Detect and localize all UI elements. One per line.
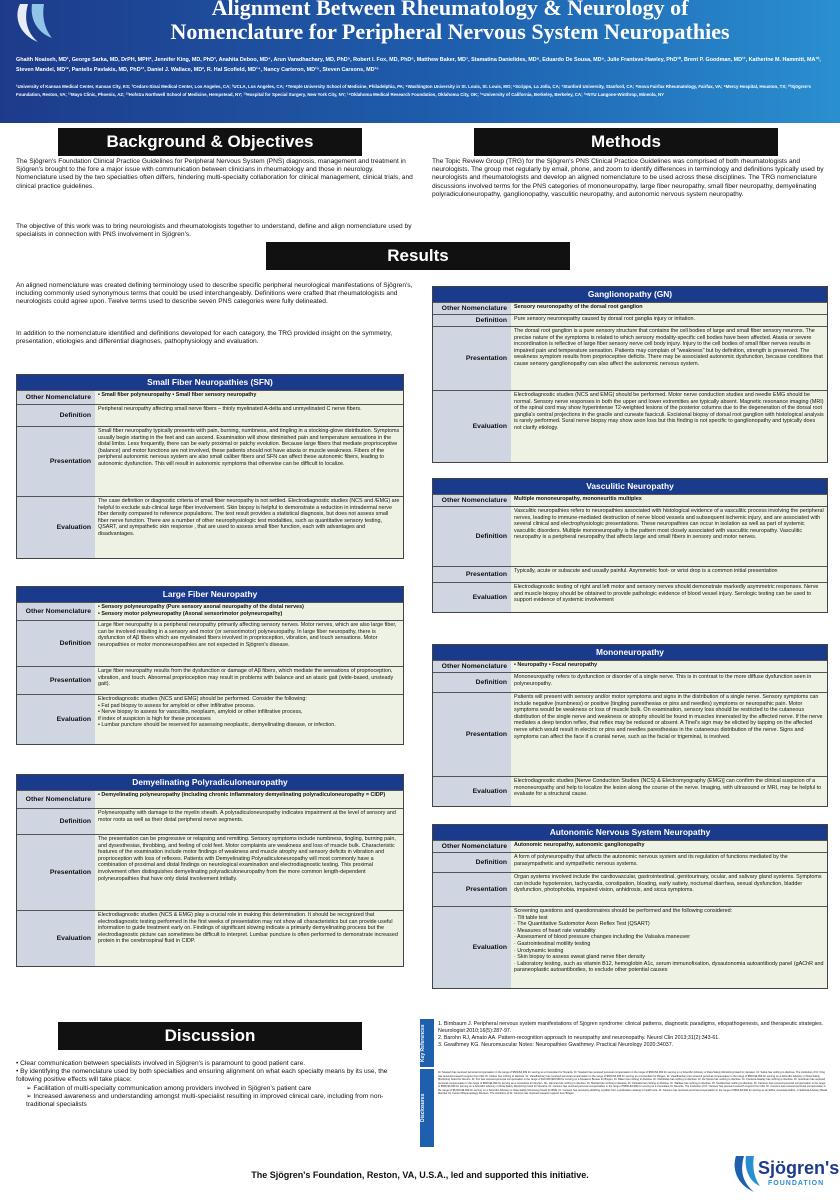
methods-paragraph: The Topic Review Group (TRG) for the Sjögren's PNS Clinical Practice Guidelines was comprised of both rheumatologists and neurologists. The group met regularly by email, phone, and zoom to identify differences in terminology and definitions typically used by neurologists and rheumatologists and develop an aligned nomenclature to be used across these disciplines. The TRG nomenclature discussions involved terms for the PNS categories of mononeuropathy, large fiber neuropathy, small fiber neuropathy, demyelinating polyradiculoneuropathy, ganglionopathy, vasculitic neuropathy, and autonomic nervous system neuropathy. <box>432 158 824 198</box>
gn-other: Sensory neuronopathy of the dorsal root ganglion <box>511 303 827 314</box>
mn-table-title: Mononeuropathy <box>433 645 827 660</box>
lfn-other-1: • Sensory polyneuropathy (Pure sensory axonal neuropathy of the distal nerves) <box>98 604 304 610</box>
results-paragraph-2: In addition to the nomenclature identified and definitions developed for each category, the TRG provided insight on the symmetry, presentation, etiologies and differential diagnoses, pathophysiology and evaluation. <box>16 330 393 346</box>
row-label-presentation: Presentation <box>17 835 95 910</box>
dpn-other: • Demyelinating polyneuropathy (including chronic inflammatory demyelinating polyradiculoneuropathy = CIDP) <box>95 791 403 808</box>
methods-heading: Methods <box>474 128 778 156</box>
dpn-table <box>16 774 404 967</box>
mn-definition: Mononeuropathy refers to dysfunction or disorder of a single nerve. This is in contrast to the more diffuse dysfunction seen in polyneuropathy. <box>511 673 827 692</box>
discussion-subbullet-1: ➢ Facilitation of multi-specialty communication among providers involved in Sjögren's patient care <box>26 1084 312 1092</box>
ans-other: Autonomic neuropathy, autonomic ganglionopathy <box>511 841 827 852</box>
row-label-other: Other Nomenclature <box>17 603 95 620</box>
mn-table <box>432 644 828 807</box>
background-paragraph-2: The objective of this work was to bring neurologists and rheumatologists together to understand, define and align nomenclature used by specialists in connection with PNS involvement in Sjögren's. <box>16 223 412 239</box>
row-label-presentation: Presentation <box>433 873 511 906</box>
sfn-table-title: Small Fiber Neuropathies (SFN) <box>17 375 403 390</box>
mn-evaluation: Electrodiagnostic studies [Nerve Conduction Studies (NCS) & Electromyography (EMG)] can confirm the clinical suspicion of a mononeuropathy and help to localize the lesion along the course of the nerve. Imaging, with ultrasound or MRI, may be helpful to evaluate for a structural cause. <box>511 777 827 806</box>
row-label-presentation: Presentation <box>433 567 511 582</box>
results-paragraph-1: An aligned nomenclature was created defining terminology used to describe specific peripheral neurological manifestations of Sjögren's, including commonly used synonymous terms that could be used interchangeably. Definitions were crafted that rheumatologists and neurologists could agree upon. Twelve terms used to describe seven PNS categories were fully delineated. <box>16 282 413 306</box>
row-label-other: Other Nomenclature <box>17 791 95 808</box>
brand-name: Sjögren's <box>758 1158 840 1178</box>
ans-eval-item: · The Quantitative Sudomotor Axon Reflex Test (QSART) <box>514 921 650 928</box>
ans-eval-item: · Gastrointestinal motility testing <box>514 940 591 947</box>
discussion-bullet-1: • Clear communication between specialists involved in Sjögren's is paramount to good patient care. <box>16 1060 306 1067</box>
background-heading: Background & Objectives <box>58 128 362 156</box>
discussion-subbullet-2: ➢ Increased awareness and understanding amongst multi-specialist resulting in improved clinical care, including from non-traditional specialists <box>26 1092 384 1109</box>
ans-definition: A form of polyneuropathy that affects the autonomic nervous system and its regulation of functions mediated by the parasympathetic and sympathetic nervous systems. <box>511 853 827 872</box>
gn-table-title: Ganglionopathy (GN) <box>433 287 827 302</box>
row-label-evaluation: Evaluation <box>17 695 95 744</box>
sfn-presentation: Small fiber neuropathy typically presents with pain, burning, numbness, and tingling in a stocking-glove distribution. Symptoms usually begin starting in the feet and can ascend. Examination will show diminished pain and temperature sensations in the distal limbs. Less frequently, there can be early proximal or patchy evolution. Because large fibers that mediate proprioceptive (balance) and motor functions are not involved, these patients should not have ataxia or muscle weakness. Fibers of the peripheral autonomic nervous system are also small caliber fibers and SFN can affect these autonomic fibers, leading to autonomic dysfunction. This will result in autonomic symptoms that otherwise can be difficult to localize. <box>95 427 403 496</box>
lfn-definition: Large fiber neuropathy is a peripheral neuropathy primarily affecting sensory nerves. Motor nerves, which are also large fiber, can be involved resulting in a sensory and motor (or sensorimotor) polyneuropathy. In large fiber neuropathy, there is dysfunction of Aβ fibers which are myelinated fibers involved in proprioception, vibration, and touch sensations. Motor neuropathies or motor mononeuropathies are not expected in Sjögren's disease. <box>95 621 403 666</box>
row-label-evaluation: Evaluation <box>17 497 95 558</box>
discussion-bullet-2: • By identifying the nomenclature used by both specialties and ensuring alignment on what each specialty means by its use, the following positive effects will take place: <box>16 1068 388 1084</box>
ans-eval-item: · Urodynamic testing <box>514 947 564 954</box>
disclosures-side-label: Disclosures <box>420 1069 434 1147</box>
row-label-other: Other Nomenclature <box>433 841 511 852</box>
row-label-definition: Definition <box>433 673 511 692</box>
ans-presentation: Organ systems involved include the cardiovascular, gastrointestinal, genitourinary, ocular, and salivary gland systems. Symptoms can include hypotension, tachycardia, constipation, bloating, early satiety, nocturnal diarrhea, sexual dysfunction, bladder dysfunction, photophobia, impaired vision, anhidrosis, and sicca symptoms. <box>511 873 827 906</box>
reference-item: 1. Birnbaum J. Peripheral nervous system manifestations of Sjogren syndrome: clinical patterns, diagnostic paradigms, etiopathogenesis, and therapeutic strategies. Neurologist 2010;16(5):287-97. <box>438 1021 824 1034</box>
row-label-definition: Definition <box>17 809 95 834</box>
sfn-other: • Small fiber polyneuropathy • Small fiber sensory neuropathy <box>95 391 403 404</box>
vn-presentation: Typically, acute or subacute and usually painful. Asymmetric foot- or wrist drop is a common initial presentation <box>511 567 827 582</box>
ans-table <box>432 824 828 989</box>
footer-acknowledgement: The Sjögren's Foundation, Reston, VA, U.S.A., led and supported this initiative. <box>251 1170 589 1180</box>
lfn-eval-bullet-3: • Lumbar puncture should be reserved for assessing neoplastic, demyelinating disease, or infection. <box>98 722 336 729</box>
vn-table-title: Vasculitic Neuropathy <box>433 479 827 494</box>
discussion-heading: Discussion <box>58 1022 362 1050</box>
dpn-presentation: The presentation can be progressive or relapsing and remitting. Sensory symptoms include numbness, tingling, burning pain, and dysesthesias, throbbing, and feeling of cold feet. Motor complaints are weakness and loss of muscle bulk. Characteristic features of the examination include motor findings of weakness and muscle atrophy and sensory deficits in vibration and proprioception with loss of reflexes. Patients with Demyelinating Polyradiculoneuropathy will most commonly have a combination of proximal and distal findings on neurological examination and electrodiagnostic testing. This proximal involvement often distinguishes demyelinating polyradiculoneuropathy from the more common length-dependent polyneuropathies that have only distal involvement initially. <box>95 835 403 910</box>
ans-eval-intro: Screening questions and questionnaires should be performed and the following considered: <box>514 908 733 914</box>
references-list <box>438 1021 828 1049</box>
row-label-other: Other Nomenclature <box>433 303 511 314</box>
reference-item: 3. Gwathmey KG. Neuromuscular Notes: Neuropathies Gwathmey. Practical Neurology 2020:34037. <box>438 1042 674 1048</box>
background-paragraph-1: The Sjögren's Foundation Clinical Practice Guidelines for Peripheral Nervous System (PNS) diagnosis, management and treatment in Sjögren's brought to the fore a major issue with communication between clinicians in rheumatology and those in neurology. Nomenclature used by the two specialties often differs, hindering multi-specialty collaboration for clinical management, clinical trials, and clinical practice guidelines. <box>16 158 413 190</box>
poster-header <box>0 0 840 123</box>
lfn-presentation: Large fiber neuropathy results from the dysfunction or damage of Aβ fibers, which mediate the sensations of proprioception, vibration, and touch. Abnormal proprioception may result in problems with balance and an ataxic gait (wide-based, unsteady gait). <box>95 667 403 694</box>
mn-other: • Neuropathy • Focal neuropathy <box>511 661 827 672</box>
vn-definition: Vasculitic neuropathies refers to neuropathies associated with histological evidence of a vasculitic process involving the peripheral nerves, leading to immune-mediated destruction of nerve blood vessels and subsequent ischemic injury, and are associated with several clinical and electrophysiologic presentations. These neuropathies can occur in isolation as well as part of systemic vasculitic disorders. Multiple mononeuropathy is the pattern most closely associated with vasculitic neuropathy. Vasculitic neuropathy is a peripheral neuropathy that affects large and small fibers in sensory and motor nerves. <box>511 507 827 566</box>
vn-table <box>432 478 828 613</box>
row-label-other: Other Nomenclature <box>433 661 511 672</box>
mn-presentation: Patients will present with sensory and/or motor symptoms and signs in the distribution of a single nerve. Sensory symptoms can include negative (numbness) or positive (tingling paresthesias or pins and needles) symptoms or neuropathic pain. Motor symptoms would be weakness or loss of muscle bulk. On examination, sensory loss should be restricted to the cutaneous distribution of the single nerve and weakness or atrophy should be found in muscles innervated by the affected nerve. If the nerve mediates a deep tendon reflex, that reflex may be reduced or absent. A Tinel's sign may be elicited by tapping on the affected nerve which would result in electric or pins and needles paresthesias in the cutaneous distribution of the nerve. Signs and symptoms can affect the face if a cranial nerve, such as the facial or trigeminal, is involved. <box>511 693 827 776</box>
row-label-presentation: Presentation <box>17 667 95 694</box>
poster-title-line2: Nomenclature for Peripheral Nervous System Neuropathies <box>170 19 730 44</box>
sfn-evaluation: The case definition or diagnostic criteria of small fiber neuropathy is not settled. Electrodiagnostic studies (NCS and /EMG) are helpful to exclude sub-clinical large fiber involvement. Skin biopsy is helpful to demonstrate a reduction in intradermal nerve fiber density compared to reference populations. The test result provides a statistical diagnosis, but does not assess small fiber nerve function. There are a number of other neurophysiologic test modalities, such as quantitative sensory testing, QSART, and sympathetic skin response , that are used to assess small fiber function, each with advantages and disadvantages. <box>95 497 403 558</box>
poster-title-line1: Alignment Between Rheumatology & Neurology of <box>211 0 689 20</box>
ans-eval-item: · Laboratory testing, such as vitamin B12, hemoglobin A1c, serum immunofixation, dysautonomia autoantibody panel (gAChR and paraneoplastic autoantibodies, to exclude other potential causes <box>514 960 824 974</box>
gn-definition: Pure sensory neuronopathy caused by dorsal root ganglia injury or irritation. <box>511 315 827 326</box>
row-label-definition: Definition <box>433 315 511 326</box>
lfn-eval-bullet-1: • Fat pad biopsy to assess for amyloid or other infiltrative process. <box>98 702 256 709</box>
foundation-logo-icon <box>12 2 70 44</box>
dpn-evaluation: Electrodiagnostic studies (NCS & EMG) play a crucial role in making this determination. It should be recognized that electrodiagnostic testing performed in the first weeks of presentation may not show all characteristics but can provide useful information to guide treatment early on. Findings of significant slowing indicate a primarily demyelinating process but the electrodiagnostic picture can sometimes be difficult to interpret. Lumbar puncture is often performed to demonstrate increased protein in the cerebrospinal fluid in CIDP. <box>95 911 403 966</box>
row-label-definition: Definition <box>433 853 511 872</box>
gn-table <box>432 286 828 463</box>
ans-eval-item: · Measures of heart rate variability <box>514 927 596 934</box>
row-label-presentation: Presentation <box>17 427 95 496</box>
reference-item: 2. Barohn RJ, Amato AA. Pattern-recognition approach to neuropathy and neuronopathy. Neurol Clin 2013;31(2):343-61. <box>438 1035 720 1041</box>
ans-eval-item: · Tilt table test <box>514 914 548 921</box>
gn-presentation: The dorsal root ganglion is a pure sensory structure that contains the cell bodies of large and small fiber sensory neurons. The precise nature of the symptoms is related to which sensory modality-specific cell bodies have been affected. Ataxia or severe incoordination is reflective of large fiber sensory nerve cell body injury. Injury to the cell bodies of small fiber nerves results in impaired pain and temperature sensation. Patients may complain of "weakness" but by definition, strength is preserved. The weakness symptom results from proprioceptive deficits. There may be associated autonomic dysfunction, because conditions that cause sensory ganglionopathy can also affect the autonomic nervous system. <box>511 327 827 390</box>
vn-evaluation: Electrodiagnostic testing of right and left motor and sensory nerves should demonstrate markedly asymmetric responses. Nerve and muscle biopsy should be obtained to provide pathologic evidence of blood vessel injury. Serologic testing can be used to support evidence of systemic involvement <box>511 583 827 612</box>
row-label-evaluation: Evaluation <box>17 911 95 966</box>
row-label-definition: Definition <box>17 621 95 666</box>
sfn-table <box>16 374 404 559</box>
references-side-label: Key References <box>420 1019 434 1067</box>
foundation-mark-icon <box>732 1154 760 1194</box>
author-list: Ghaith Noaiseh, MD¹, George Sarka, MD, DrPH, MPH², Jennifer King, MD, PhD³, Anahita Deboo, MD⁴, Arun Varadhachary, MD, PhD⁵, Robert I. Fox, MD, PhD⁶, Matthew Baker, MD⁷, Stamatina Danielides, MD⁸, Eduardo De Sousa, MD⁹, Julie Frantsve-Hawley, PhD¹⁰, Brent P. Goodman, MD¹¹, Katherine M. Hammitt, MA¹⁰, Steven Mandel, MD¹², Pantelis Pavlakis, MD, PhD¹³, Daniel J. Wallace, MD², R. Hal Scofield, MD¹⁴, Nancy Carteron, MD¹⁵, Steven Carsons, MD¹⁶ <box>16 57 821 73</box>
sfn-definition: Peripheral neuropathy affecting small nerve fibers – thinly myelinated A-delta and unmyelinated C nerve fibers. <box>95 405 403 426</box>
row-label-definition: Definition <box>17 405 95 426</box>
sjogrens-foundation-logo <box>732 1150 840 1198</box>
row-label-evaluation: Evaluation <box>433 907 511 988</box>
lfn-other-2: • Sensory motor polyneuropathy (Axonal sensorimotor polyneuropathy) <box>98 610 283 617</box>
ans-table-title: Autonomic Nervous System Neuropathy <box>433 825 827 840</box>
row-label-other: Other Nomenclature <box>17 391 95 404</box>
row-label-presentation: Presentation <box>433 327 511 390</box>
lfn-eval-intro: Electrodiagnostic studies (NCS and EMG) should be performed. Consider the following: <box>98 696 307 702</box>
discussion-list <box>16 1060 411 1109</box>
row-label-evaluation: Evaluation <box>433 391 511 462</box>
lfn-eval-bullet-2b: if index of suspicion is high for these processes <box>98 715 211 722</box>
vn-other: Multiple mononeuropathy, mononeuritis multiplex <box>511 495 827 506</box>
ans-eval-item: · Assessment of blood pressure changes including the Valsalva maneuver <box>514 934 691 941</box>
affiliation-list: ¹University of Kansas Medical Center, Kansas City, KS; ²Cedars-Sinai Medical Center, Los Angeles, CA; ³UCLA, Los Angeles, CA; ⁴Temple University School of Medicine, Philadelphia, PA; ⁵Washington University in St. Louis, St. Louis, MO; ⁶Scripps, La Jolla, CA; ⁷Stanford University, Stanford, CA; ⁸Inova Fairfax Rheumatology, Fairfax, VA; ⁹Mercy Hospital, Houston, TX; ¹⁰Sjögren's Foundation, Reston, VA; ¹¹Mayo Clinic, Phoenix, AZ; ¹²Hofstra Northwell School of Medicine, Hempstead, NY; ¹³Hospital for Special Surgery, New York City, NY; ¹⁴Oklahoma Medical Research Foundation, Oklahoma City, OK; ¹⁵University of California, Berkeley, Berkeley, CA; ¹⁶NYU Langone-Winthrop, Mineola, NY <box>16 84 811 97</box>
dpn-table-title: Demyelinating Polyradiculoneuropathy <box>17 775 403 790</box>
gn-evaluation: Electrodiagnostic studies (NCS and EMG) should be performed. Motor nerve conduction studies and needle EMG should be normal. Sensory nerve responses in both the upper and lower extremities are typically absent. Magnetic resonance imaging (MRI) of the spinal cord may show hyperintense T2-weighted lesions of the posterior columns due to the degeneration of the dorsal root ganglia's central projections in the gracile and cuneate fasciculi. Excisional biopsy of dorsal root ganglion with histological analysis is rarely performed. Sural nerve biopsy may show axon loss but this finding is not specific to ganglionopathy and typically does not clarify etiology. <box>511 391 827 462</box>
row-label-other: Other Nomenclature <box>433 495 511 506</box>
ans-eval-item: · Skin biopsy to assess sweat gland nerve fiber density <box>514 954 645 961</box>
disclosures-text: Dr. Noaiseh has received personal compensation in the range of $500-$4,999 for serving as a Consultant for Novartis. Dr. Noaiseh has received personal compensation in the range of $500-$4,999 for serving on a Scientific Advisory or Data Safety Monitoring board for Janssen. Dr. Sarka has nothing to disclose. The institution of Dr. King has received research support from NIH. Dr. Deboo has nothing to disclose. Dr. Varadhachary has received personal compensation in the range of $500-$4,999 for serving as a Consultant for Biogen. Dr. Varadhachary has received personal compensation in the range of $500-$4,999 for serving on a Scientific Advisory or Data Safety Monitoring board for Alexion. Dr. Fox has received personal compensation in the range of $10,000-$49,999 for serving on a Speakers Bureau for Biogen. Dr. Baker has nothing to disclose. Dr. Danielides has nothing to disclose. Dr. De Sousa has nothing to disclose. Dr. Frantsve-Hawley has nothing to disclose. Dr. Goodman has received personal compensation in the range of $500-$4,999 for serving as a Consultant for Alnylam. Ms. Hammitt has nothing to disclose. Dr. Mandel has nothing to disclose. Dr. Pavlakis has nothing to disclose. Dr. Wallace has nothing to disclose. Dr. Scofield has nothing to disclose. Dr. Carteron has received personal compensation in the range of $500-$4,999 for serving on a Scientific Advisory or Data Safety Monitoring board for Novartis. Dr. Carsons has received personal compensation in the range of $500-$4,999 for serving as a Consultant for Novartis. The institution of Dr. Carsons has received research support from NIH. Dr. Carsons has received personal compensation in the range of $5,000-$9,999 for serving on a Scientific Advisory or Data Safety Monitoring board for BMS. Dr. Carsons has received publishing royalties from a publication relating to health care. Dr. Carsons has received personal compensation in the range of $500-$4,999 for serving as an Editor, Associate Editor, or Editorial Advisory Board Member for Current Rheumatology Reviews. The institution of Dr. Carsons has received research support from Biogen. <box>438 1071 828 1095</box>
row-label-definition: Definition <box>433 507 511 566</box>
row-label-presentation: Presentation <box>433 693 511 776</box>
row-label-evaluation: Evaluation <box>433 777 511 806</box>
lfn-eval-bullet-2: • Nerve biopsy to assess for vasculitis, neoplasm, amyloid or other infiltrative process, <box>98 709 303 716</box>
dpn-definition: Polyneuropathy with damage to the myelin sheath. A polyradiculoneuropathy indicates impairment at the level of sensory and motor roots as well as their distal peripheral nerve segments. <box>95 809 403 834</box>
lfn-table-title: Large Fiber Neuropathy <box>17 587 403 602</box>
lfn-table <box>16 586 404 745</box>
row-label-evaluation: Evaluation <box>433 583 511 612</box>
results-heading: Results <box>266 242 570 270</box>
brand-sub: FOUNDATION <box>768 1180 825 1187</box>
